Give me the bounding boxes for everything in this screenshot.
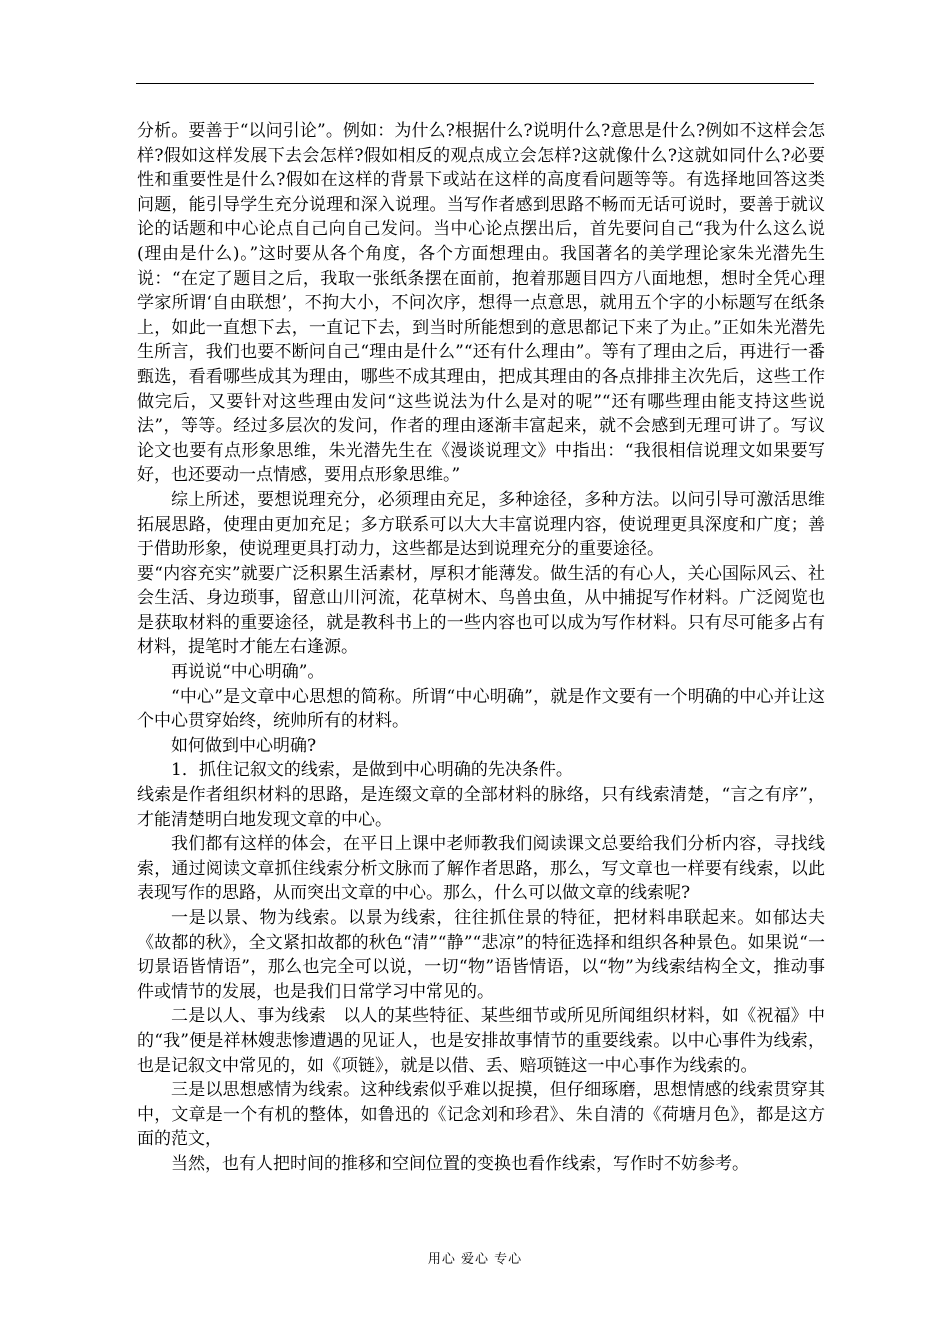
paragraph: 一是以景、物为线索。以景为线索，往往抓住景的特征，把材料串联起来。如郁达夫《故都的秋》，全文紧扣故都的秋色“清”“静”“悲凉”的特征选择和组织各种景色。如果说“一切景语皆情语”，那么也完全可以说，一切“物”语皆情语，以“物”为线索结构全文，推动事件或情节的发展，也是我们日常学习中常见的。 [137, 908, 825, 1002]
paragraph: 线索是作者组织材料的思路，是连缀文章的全部材料的脉络，只有线索清楚，“言之有序”，才能清楚明白地发现文章的中心。 [137, 785, 825, 830]
paragraph: 二是以人、事为线索 以人的某些特征、某些细节或所见所闻组织材料，如《祝福》中的“我”便是祥林嫂悲惨遭遇的见证人，也是安排故事情节的重要线索。以中心事件为线索，也是记叙文中常见的，如《项链》，就是以借、丢、赔项链这一中心事作为线索的。 [137, 1006, 825, 1076]
paragraph: 我们都有这样的体会，在平日上课中老师教我们阅读课文总要给我们分析内容，寻找线索，通过阅读文章抓住线索分析文脉而了解作者思路，那么，写文章也一样要有线索，以此表现写作的思路，从而突出文章的中心。那么，什么可以做文章的线索呢? [137, 834, 825, 904]
paragraph: 三是以思想感情为线索。这种线索似乎难以捉摸，但仔细琢磨，思想情感的线索贯穿其中，文章是一个有机的整体，如鲁迅的《记念刘和珍君》、朱自清的《荷塘月色》，都是这方面的范文， [137, 1080, 825, 1150]
paragraph: “中心”是文章中心思想的简称。所谓“中心明确”，就是作文要有一个明确的中心并让这个中心贯穿始终，统帅所有的材料。 [137, 686, 825, 732]
paragraph: 再说说“中心明确”。 [171, 662, 325, 683]
paragraph: 如何做到中心明确? [171, 735, 317, 756]
paragraph: 要“内容充实”就要广泛积累生活素材，厚积才能薄发。做生活的有心人，关心国际风云、社会生活、身边琐事，留意山川河流，花草树木、鸟兽虫鱼，从中捕捉写作材料。广泛阅览也是获取材料的重要途径，就是教科书上的一些内容也可以成为写作材料。只有尽可能多占有材料，提笔时才能左右逢源。 [137, 563, 825, 658]
paragraph: 综上所述，要想说理充分，必须理由充足，多种途径，多种方法。以问引导可激活思维拓展思路，使理由更加充足；多方联系可以大大丰富说理内容，使说理更具深度和广度；善于借助形象，使说理更具打动力，这些都是达到说理充分的重要途径。 [137, 489, 825, 560]
paragraph: 当然，也有人把时间的推移和空间位置的变换也看作线索，写作时不妨参考。 [171, 1153, 749, 1174]
paragraph: 分析。要善于“以问引论”。例如：为什么?根据什么?说明什么?意思是什么?例如不这样会怎样?假如这样发展下去会怎样?假如相反的观点成立会怎样?这就像什么?这就如同什么?必要性和重要性是什么?假如在这样的背景下或站在这样的高度看问题等等。有选择地回答这类问题，能引导学生充分说理和深入说理。当写作者感到思路不畅而无话可说时，要善于就议论的话题和中心论点自己向自己发问。当中心论点摆出后，首先要问自己“我为什么这么说(理由是什么)。”这时要从各个角度，各个方面想理由。我国著名的美学理论家朱光潜先生说：“在定了题目之后，我取一张纸条摆在面前，抱着那题目四方八面地想，想时全凭心理学家所谓‘自由联想’，不拘大小，不问次序，想得一点意思，就用五个字的小标题写在纸条上，如此一直想下去，一直记下去，到当时所能想到的意思都记下来了为止。”正如朱光潜先生所言，我们也要不断问自己“理由是什么”“还有什么理由”。等有了理由之后，再进行一番甄选，看看哪些成其为理由，哪些不成其理由，把成其理由的各点排排主次先后，这些工作做完后，又要针对这些理由发问“这些说法为什么是对的呢”“还有哪些理由能支持这些说法”，等等。经过多层次的发问，作者的理由逐渐丰富起来，就不会感到无理可讲了。写议论文也要有点形象思维，朱光潜先生在《漫谈说理文》中指出：“我很相信说理文如果要写好，也还要动一点情感，要用点形象思维。” [137, 121, 825, 486]
paragraph: 1．抓住记叙文的线索，是做到中心明确的先决条件。 [171, 760, 573, 781]
page-footer: 用心 爱心 专心 [427, 1252, 523, 1267]
body-text [137, 119, 825, 1177]
header-rule [136, 83, 814, 84]
